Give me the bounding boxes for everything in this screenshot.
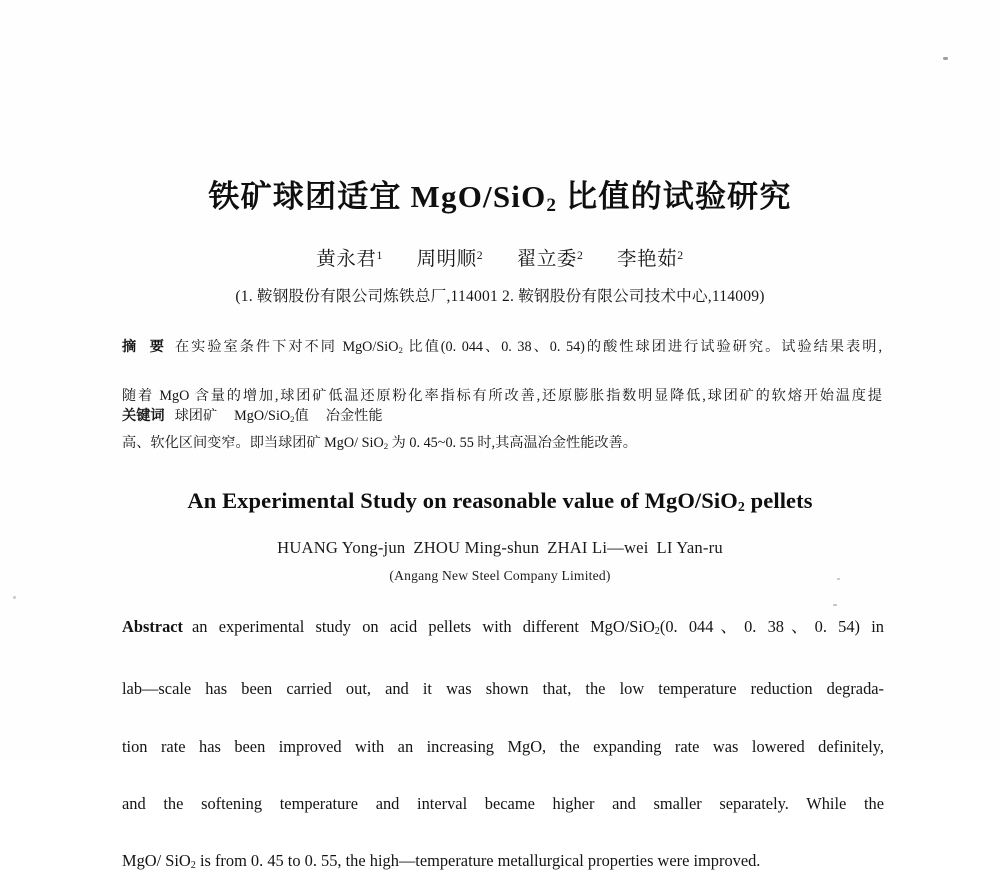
author-english: ZHAI Li—wei [547,538,649,557]
abstract-english-text-4: is from 0. 45 to 0. 55, the high—temperature metallurgical properties were improved. [195,850,761,870]
abstract-chinese-label: 摘 要 [122,339,169,355]
scan-speck-icon [13,596,16,599]
author-affiliation-marker: 1 [376,248,383,262]
page-title-english-subscript: 2 [737,499,745,515]
scan-speck-icon [833,604,837,606]
author-chinese [416,243,483,271]
scan-speck-icon [943,57,948,60]
abstract-chinese-body [122,336,882,458]
author-affiliation-marker: 2 [476,248,484,262]
keyword-item [234,408,309,424]
abstract-chinese-line [122,336,882,385]
abstract-chinese-text: 在实验室条件下对不同 MgO/SiO [174,339,399,355]
abstract-chinese-text-3: 高、软化区间变窄。即当球团矿 MgO/ SiO [122,434,384,451]
affiliation-chinese: (1. 鞍钢股份有限公司炼铁总厂,114001 2. 鞍钢股份有限公司技术中心,114009) [235,288,765,305]
formula-subscript: 2 [383,440,389,451]
formula-subscript: 2 [654,626,660,638]
page-title-chinese-text: 铁矿球团适宜 MgO/SiO [208,178,547,214]
page-title-subscript: 2 [546,194,558,216]
abstract-english-text: an experimental study on acid pellets with different MgO/SiO [192,617,655,636]
author-english: HUANG Yong-jun [277,538,406,557]
abstract-chinese-text-4: 为 0. 45~0. 55 时,其高温冶金性能改善。 [388,434,637,451]
abstract-english-line: lab—scale has been carried out, and it was shown that, the low temperature reduction degrada- [122,679,884,699]
author-english: LI Yan-ru [656,538,723,557]
page-title-english-text: An Experimental Study on reasonable value of MgO/SiO [187,487,738,513]
author-name: 黄永君 [316,249,377,270]
page-title-chinese [0,179,1000,218]
formula-subscript: 2 [290,413,295,424]
author-chinese [517,243,584,271]
author-affiliation-marker: 2 [577,248,584,262]
keywords-chinese [122,405,882,431]
abstract-english [122,613,884,881]
abstract-english-text-3: MgO/ SiO [122,850,191,870]
abstract-english-label: Abstract [122,617,183,636]
abstract-english-line: tion rate has been improved with an increasing MgO, the expanding rate was lowered definitely, [122,736,884,756]
author-english: ZHOU Ming-shun [413,538,540,557]
formula-subscript: 2 [398,344,403,355]
abstract-chinese-line: 随着 MgO 含量的增加,球团矿低温还原粉化率指标有所改善,还原膨胀指数明显降低,球团矿的软熔开始温度提 [122,388,882,405]
abstract-chinese [122,336,882,458]
author-name: 翟立委 [516,249,578,270]
abstract-chinese-text-2: 比值(0. 044、0. 38、0. 54)的酸性球团进行试验研究。试验结果表明, [402,339,882,355]
abstract-english-body [122,613,884,881]
abstract-english-line: and the softening temperature and interval became higher and smaller separately. While the [122,793,884,813]
keyword-text-2: 值 [294,408,309,424]
author-affiliation-marker: 2 [677,248,684,262]
author-name: 周明顺 [416,249,477,270]
abstract-chinese-line [122,435,637,451]
abstract-english-line [122,851,760,870]
abstract-english-text-2: (0. 044、0. 38、0. 54) in [659,617,884,636]
abstract-english-line [122,613,884,675]
authors-english [0,538,1000,558]
keywords-chinese-label: 关键词 [122,408,165,424]
author-name: 李艳茹 [616,249,678,270]
authors-chinese [0,243,1000,271]
keyword-text: MgO/SiO [234,408,291,424]
page-title-english [0,488,1000,516]
keyword-item: 球团矿 [174,408,218,424]
author-chinese [617,243,684,271]
affiliation-english: (Angang New Steel Company Limited) [389,568,611,583]
keyword-item: 冶金性能 [325,408,383,424]
author-chinese [316,243,383,271]
page-title-chinese-text-2: 比值的试验研究 [557,178,792,214]
page-title-english-text-2: pellets [744,487,813,513]
formula-subscript: 2 [190,860,196,872]
